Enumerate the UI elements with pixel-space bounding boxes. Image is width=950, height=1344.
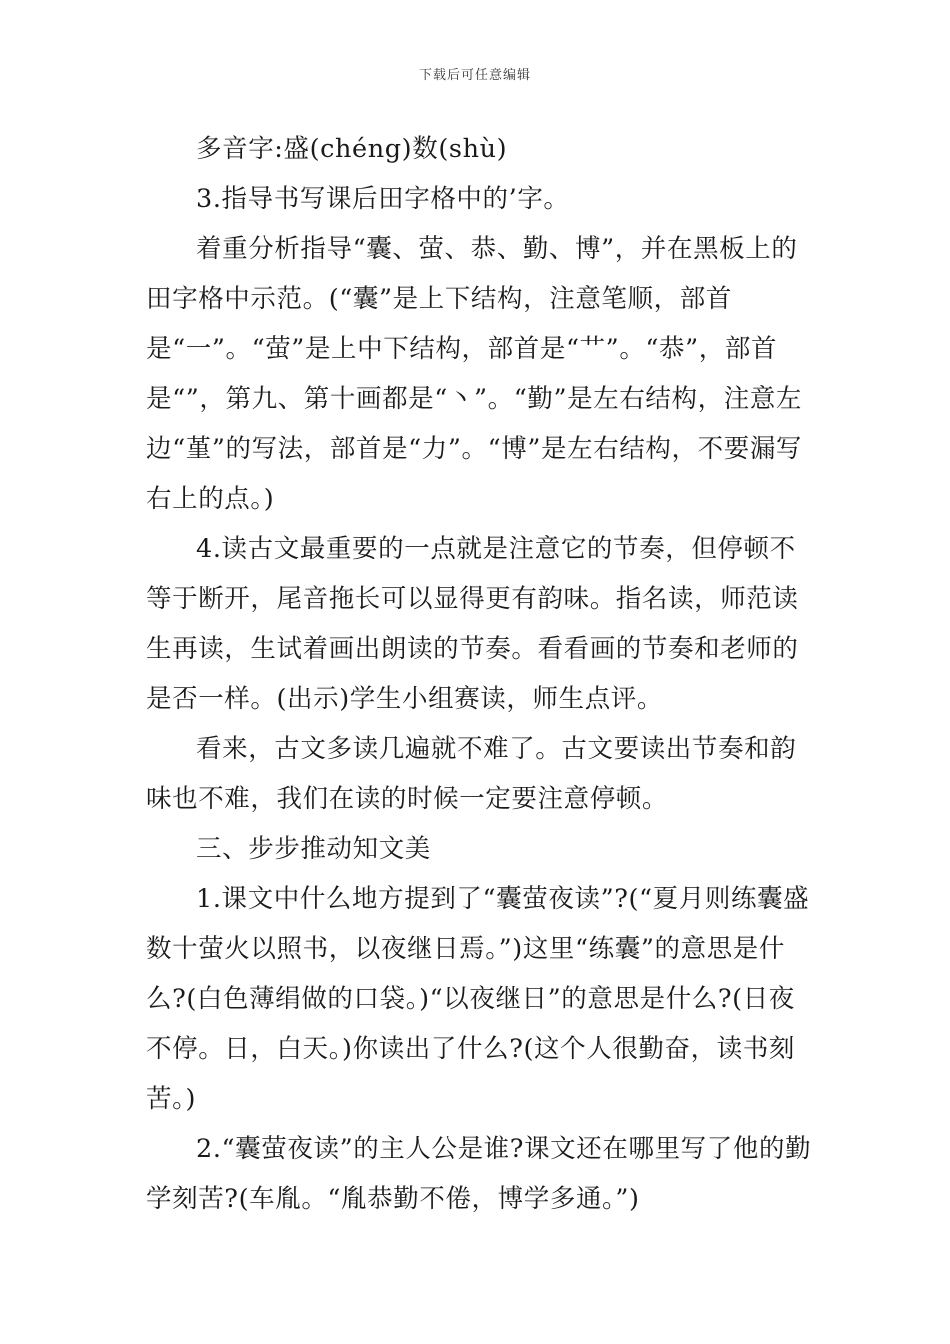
paragraph-step-3: 3.指导书写课后田字格中的’字。: [196, 184, 570, 214]
paragraph-question-1: 1.课文中什么地方提到了“囊萤夜读”?(“夏月则练囊盛数十萤火以照书，以夜继日焉。”)这里“练囊”的意思是什么?(白色薄绢做的口袋。)“以夜继日”的意思是什么?(日夜不停。日，白天。)你读出了什么?(这个人很勤奋，读书刻苦。): [146, 884, 810, 1114]
page-header: 下载后可任意编辑: [418, 68, 531, 83]
paragraph-question-2: 2.“囊萤夜读”的主人公是谁?课文还在哪里写了他的勤学刻苦?(车胤。“胤恭勤不倦，博学多通。”): [146, 1134, 812, 1214]
paragraph-reading-summary: 看来，古文多读几遍就不难了。古文要读出节奏和韵味也不难，我们在读的时候一定要注意停顿。: [146, 734, 797, 814]
paragraph-step-4: 4.读古文最重要的一点就是注意它的节奏，但停顿不等于断开，尾音拖长可以显得更有韵味。指名读，师范读生再读，生试着画出朗读的节奏。看看画的节奏和老师的是否一样。(出示)学生小组赛读，师生点评。: [146, 534, 799, 714]
paragraph-polyphonic: 多音字:盛(chéng)数(shù): [196, 134, 508, 164]
section-heading-three: 三、步步推动知文美: [196, 834, 431, 864]
document-body: [146, 124, 816, 1224]
paragraph-character-analysis: 着重分析指导“囊、萤、恭、勤、博”，并在黑板上的田字格中示范。(“囊”是上下结构，注意笔顺，部首是“一”。“萤”是上中下结构，部首是“艹”。“恭”，部首是“”，第九、第十画都是“丶”。“勤”是左右结构，注意左边“堇”的写法，部首是“力”。“博”是左右结构，不要漏写右上的点。): [146, 234, 803, 514]
